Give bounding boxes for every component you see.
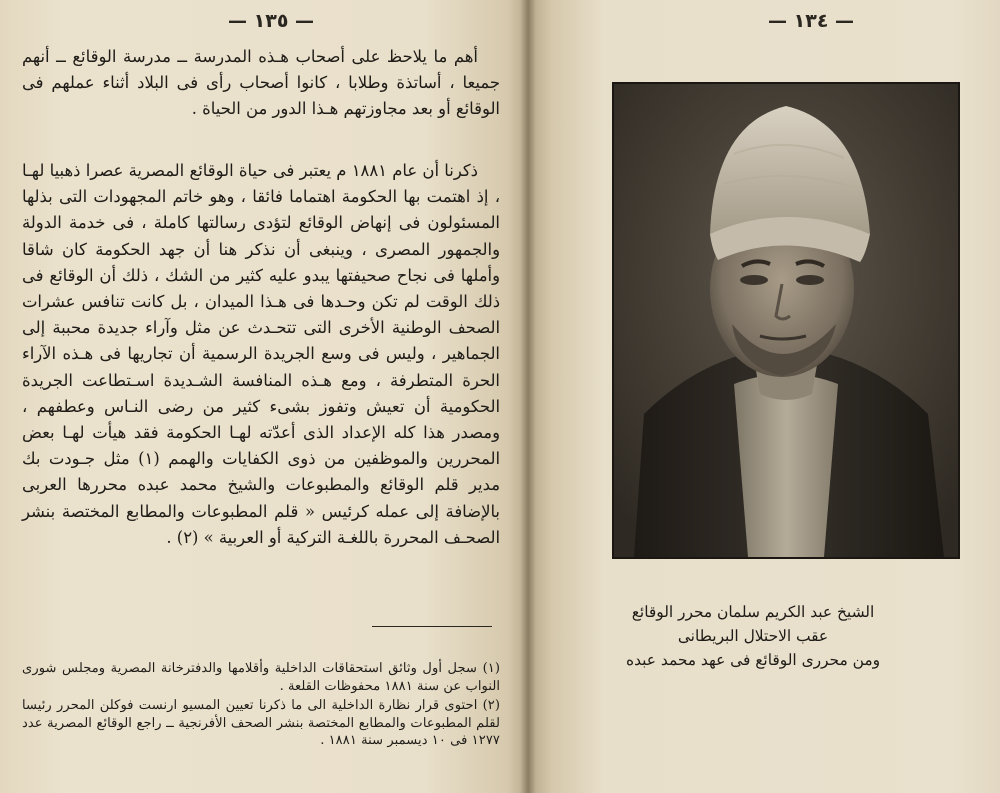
paragraph-1-text: أهم ما يلاحظ على أصحاب هـذه المدرسة ــ مدرسة الوقائع ــ أنهم جميعا ، أساتذة وطلابا ، كانوا أصحاب رأى فى البلاد أثناء عملهم فى الوقائع أو بعد مجاوزتهم هـذا الدور من الحياة . bbox=[22, 47, 500, 119]
paragraph-2-text: ذكرنا أن عام ١٨٨١ م يعتبر فى حياة الوقائع المصرية عصرا ذهبيا لهـا ، إذ اهتمت بها الحكومة اهتماما فائقا ، وهو خاتم المجهودات التى بذلها المسئولون فى إنهاض الوقائع لتؤدى رسالتها كاملة ، فى خدمة الدولة والجمهور المصرى ، وينبغى أن نذكر هنا أن جهد الحكومة كان شاقا وأملها فى نجاح صحيفتها يبدو عليه كثير من الشك ، ذلك أن الوقائع فى ذلك الوقت لم تكن وحـدها فى هـذا الميدان ، بل كانت تنافس عشرات الصحف الوطنية الأخرى التى تتحـدث عن مثل وآراء جديدة محببة إلى الجماهير ، وليس فى وسع الجريدة الرسمية أن تجاريها فى هـذه الآراء الحرة المتطرفة ، ومع هـذه المنافسة الشـديدة اسـتطاعت الجريدة الحكومية أن تعيش وتفوز بشىء كثير من رضى النـاس وعطفهم ، ومصدر هذا كله الإعداد الذى أعدّته لهـا الحكومة فقد هيأت لهـا بعض المحررين والموظفين من ذوى الكفايات والهمم (١) مثل جـودت بك مدير قلم الوقائع والمطبوعات والشيخ محمد عبده محررها العربى بالإضافة إلى عمله كرئيس « قلم المطبوعات والمطابع المختصة بنشر الصحـف المحررة باللغـة التركية أو العربية » (٢) . bbox=[22, 161, 501, 547]
footnote-divider bbox=[372, 626, 492, 627]
photo-caption bbox=[588, 600, 918, 672]
caption-line-2: عقب الاحتلال البريطانى bbox=[677, 627, 829, 645]
portrait-illustration bbox=[614, 84, 958, 557]
paragraph-2 bbox=[22, 158, 500, 551]
page-number-right: — ١٣٤ — bbox=[768, 10, 855, 32]
paragraph-1 bbox=[22, 44, 500, 123]
caption-line-1: الشيخ عبد الكريم سلمان محرر الوقائع bbox=[631, 603, 875, 621]
footnote-2: (٢) احتوى قرار نظارة الداخلية الى ما ذكرنا تعيين المسيو ارنست فوكلن المحرر رئيسا لقلم المطبوعات والمطابع المختصة بنشر الصحف الأفرنجية ــ راجع الوقائع المصرية عدد ١٢٧٧ فى ١٠ ديسمبر سنة ١٨٨١ . bbox=[22, 698, 500, 749]
footnote-1: (١) سجل أول وثائق استحقاقات الداخلية وأقلامها والدفترخانة المصرية ومجلس شورى النواب عن سنة ١٨٨١ محفوظات القلعة . bbox=[22, 661, 500, 694]
footnotes bbox=[22, 660, 500, 752]
caption-line-3: ومن محررى الوقائع فى عهد محمد عبده bbox=[626, 651, 880, 669]
book-gutter bbox=[520, 0, 536, 793]
page-number-left: — ١٣٥ — bbox=[228, 10, 315, 32]
portrait-photo bbox=[614, 84, 958, 557]
right-page bbox=[528, 0, 1000, 793]
